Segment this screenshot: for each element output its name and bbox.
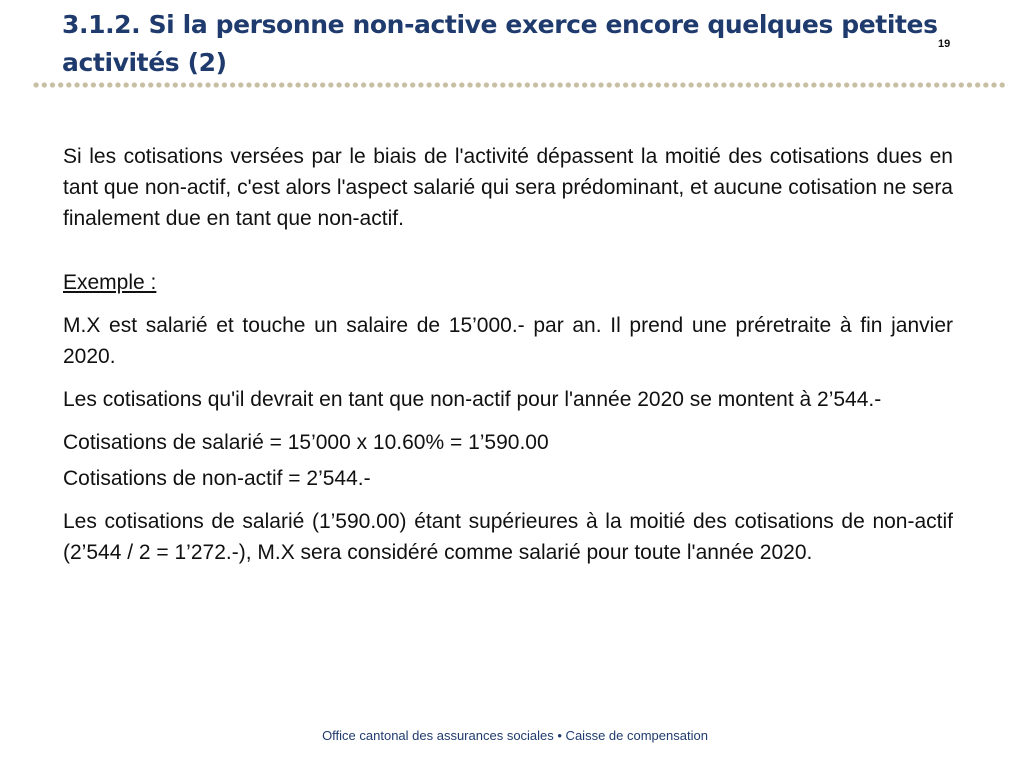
footer-text: Office cantonal des assurances sociales • Caisse de compensation [322,728,708,743]
slide-title: 3.1.2. Si la personne non-active exerce encore quelques petites activités (2) [62,10,938,77]
example-paragraph-contributions: Les cotisations qu'il devrait en tant que non-actif pour l'année 2020 se montent à 2’544.- [63,388,882,411]
slide-body [63,141,953,568]
dotted-divider [32,81,1008,89]
example-paragraph-salary: M.X est salarié et touche un salaire de 15’000.- par an. Il prend une préretraite à fin janvier 2020. [63,314,953,368]
page-number: 19 [938,38,951,50]
conclusion-paragraph: Les cotisations de salarié (1’590.00) étant supérieures à la moitié des cotisations de non-actif (2’544 / 2 = 1’272.-), M.X sera considéré comme salarié pour toute l'année 2020. [63,510,953,564]
calculation-non-actif: Cotisations de non-actif = 2’544.- [63,467,371,490]
intro-paragraph: Si les cotisations versées par le biais de l'activité dépassent la moitié des cotisations dues en tant que non-actif, c'est alors l'aspect salarié qui sera prédominant, et aucune cotisation ne sera finalement due en tant que non-actif. [63,145,953,230]
example-label: Exemple : [63,271,157,294]
calculation-salarie: Cotisations de salarié = 15’000 x 10.60% = 1’590.00 [63,431,549,454]
